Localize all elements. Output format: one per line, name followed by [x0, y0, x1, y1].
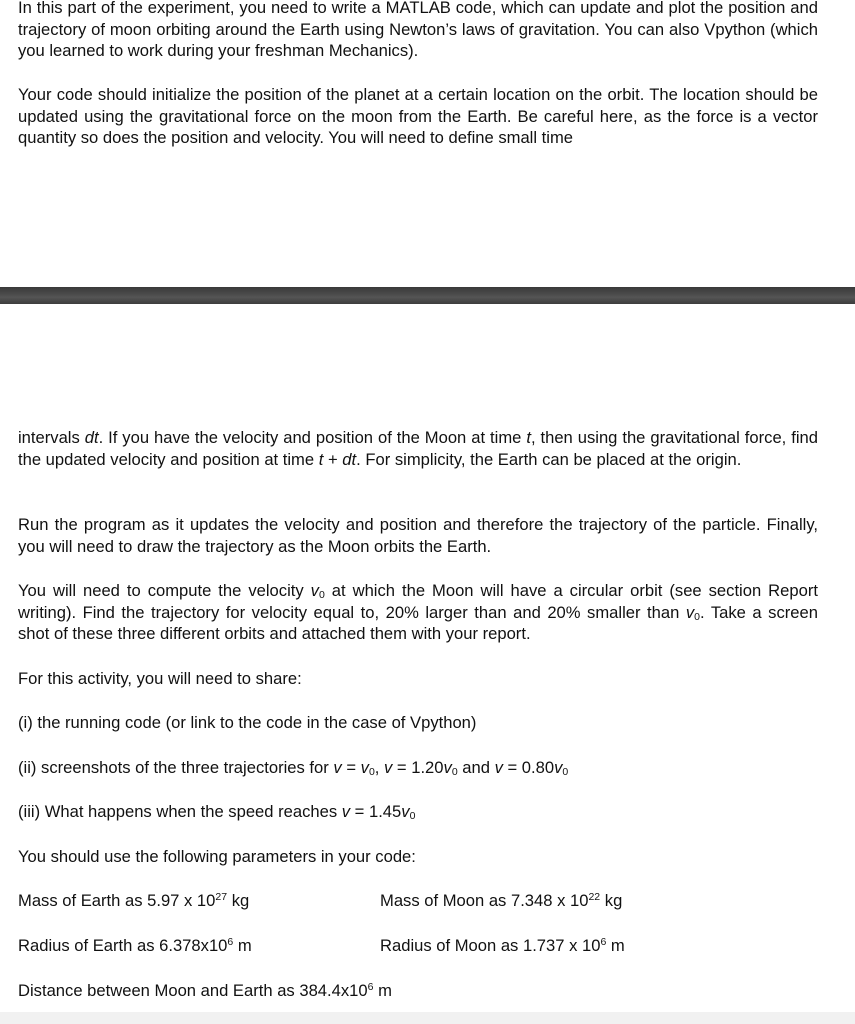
- page-bottom-edge: [0, 1012, 855, 1024]
- intro-paragraph: In this part of the experiment, you need to write a MATLAB code, which can update and plot the position and trajectory of moon orbiting around the Earth using Newton’s laws of gravitation. You can also Vpython (which you learned to work during your freshman Mechanics).: [18, 0, 818, 60]
- param-mass-moon: Mass of Moon as 7.348 x $10^{22}$ kg: [380, 891, 623, 910]
- share-item-speed: (iii) What happens when the speed reaches $v = 1.45v_0$: [18, 802, 416, 822]
- run-program-paragraph: Run the program as it updates the velocity and position and therefore the trajectory of the particle. Finally, you will need to draw the trajectory as the Moon orbits the Earth.: [18, 515, 818, 556]
- param-radius-earth: Radius of Earth as $6.378x10^6$ m: [18, 936, 252, 955]
- share-item-screenshots: (ii) screenshots of the three trajectories for $v = v_0$, $v = 1.20v_0$ and $v = 0.80v_0$: [18, 758, 569, 778]
- param-radius-moon: Radius of Moon as 1.737 x $10^6$ m: [380, 936, 625, 955]
- param-mass-earth: Mass of Earth as 5.97 x $10^{27}$ kg: [18, 891, 250, 910]
- share-item-code: (i) the running code (or link to the code in the case of Vpython): [18, 713, 477, 732]
- code-instructions-paragraph: Your code should initialize the position of the planet at a certain location on the orbit. The location should be updated using the gravitational force on the moon from the Earth. Be careful here, as the force is a vector quantity so does the position and velocity. You will need to define small time: [18, 85, 818, 147]
- share-intro: For this activity, you will need to share:: [18, 669, 302, 688]
- time-step-paragraph: intervals dt. If you have the velocity and position of the Moon at time t, then using the gravitational force, find the updated velocity and position at time t + dt. For simplicity, the Earth can be placed at the origin.: [18, 428, 818, 469]
- param-distance: Distance between Moon and Earth as $384.4x10^6$ m: [18, 981, 392, 1000]
- circular-orbit-paragraph: You will need to compute the velocity $v_0$ at which the Moon will have a circular orbit (see section Report writing). Find the trajectory for velocity equal to, 20% larger than and 20% smaller than $v_0$. Take a screen shot of these three different orbits and attached them with your report.: [18, 581, 818, 643]
- params-intro: You should use the following parameters in your code:: [18, 847, 416, 866]
- page-break-divider: [0, 287, 855, 304]
